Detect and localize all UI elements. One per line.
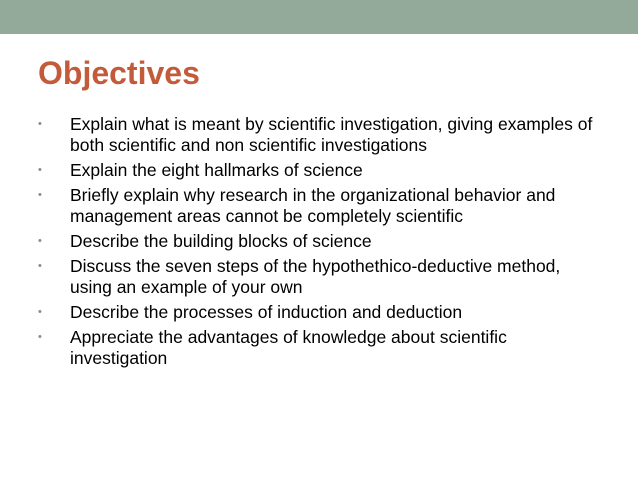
- list-item: [0, 231, 598, 252]
- list-item: [0, 160, 598, 181]
- list-item-text: Describe the processes of induction and deduction: [70, 302, 463, 322]
- list-item-text: Describe the building blocks of science: [70, 231, 372, 251]
- list-item: [0, 256, 598, 298]
- bullet-icon: •: [38, 260, 42, 272]
- list-item: [0, 327, 598, 369]
- bullet-icon: •: [38, 189, 42, 201]
- bullet-icon: •: [38, 164, 42, 176]
- slide-title: Objectives: [38, 55, 200, 91]
- list-item: [0, 114, 598, 156]
- list-item-text: Explain what is meant by scientific investigation, giving examples of both scientific and non scientific investigations: [70, 114, 593, 155]
- list-item-text: Briefly explain why research in the organizational behavior and management areas cannot be completely scientific: [70, 185, 556, 226]
- list-item: [0, 185, 598, 227]
- objectives-list: [0, 114, 638, 373]
- bullet-icon: •: [38, 118, 42, 130]
- list-item-text: Discuss the seven steps of the hypothethico-deductive method, using an example of your own: [70, 256, 561, 297]
- list-item-text: Appreciate the advantages of knowledge about scientific investigation: [70, 327, 507, 368]
- bullet-icon: •: [38, 331, 42, 343]
- list-item-text: Explain the eight hallmarks of science: [70, 160, 363, 180]
- bullet-icon: •: [38, 235, 42, 247]
- header-band: [0, 0, 638, 34]
- bullet-icon: •: [38, 306, 42, 318]
- list-item: [0, 302, 598, 323]
